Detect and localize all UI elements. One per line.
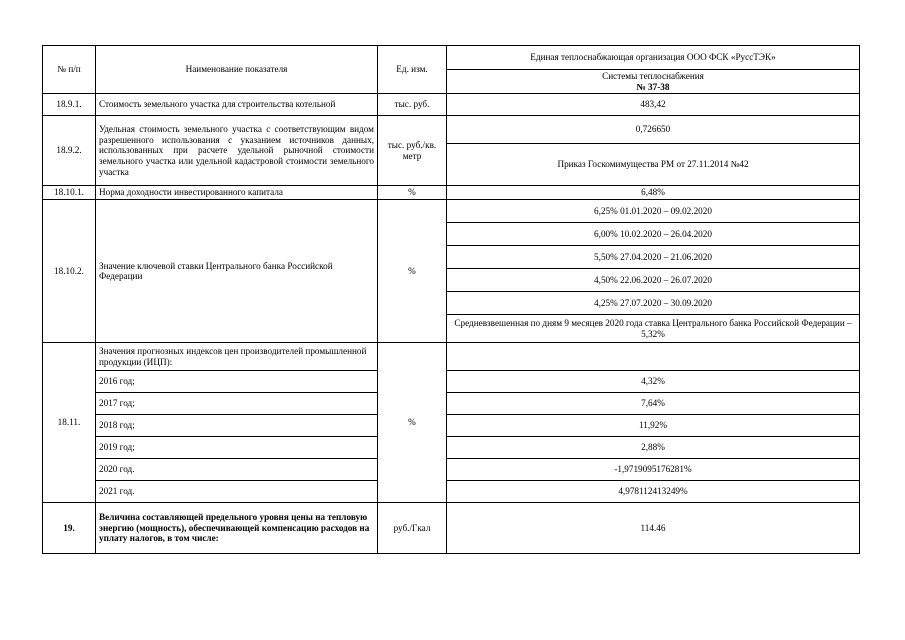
ppi-value: 4,978112413249% xyxy=(447,481,860,503)
ppi-year: 2021 год. xyxy=(96,481,378,503)
header-systems-numbers: № 37-38 xyxy=(636,81,670,92)
row-number: 18.10.1. xyxy=(43,186,96,200)
key-rate-period: 5,50% 27.04.2020 – 21.06.2020 xyxy=(447,246,860,269)
table-row xyxy=(43,94,860,116)
row-number: 18.9.1. xyxy=(43,94,96,116)
header-systems-label: Системы теплоснабжения xyxy=(602,71,704,81)
ppi-value: 11,92% xyxy=(447,415,860,437)
table-row xyxy=(43,415,860,437)
row-value: 0,726650 xyxy=(447,116,860,144)
row-unit: % xyxy=(378,343,447,503)
table-row xyxy=(43,437,860,459)
row-value: 6,48% xyxy=(447,186,860,200)
row-number: 19. xyxy=(43,503,96,554)
table-row xyxy=(43,343,860,371)
row-value: 483,42 xyxy=(447,94,860,116)
row-indicator-name: Величина составляющей предельного уровня цены на тепловую энергию (мощность), обеспечивающей компенсацию расходов на уплату налогов, в том числе: xyxy=(96,503,378,554)
row-indicator-name: Стоимость земельного участка для строительства котельной xyxy=(96,94,378,116)
key-rate-period: 6,00% 10.02.2020 – 26.04.2020 xyxy=(447,223,860,246)
ppi-year: 2018 год; xyxy=(96,415,378,437)
header-indicator-name: Наименование показателя xyxy=(96,46,378,94)
row-indicator-name: Удельная стоимость земельного участка с соответствующим видом разрешенного использования с указанием источников данных, использованных при расчете удельной рыночной стоимости земельного участка или удельной кадастровой стоимости земельного участка xyxy=(96,116,378,186)
key-rate-weighted-average: Средневзвешенная по дням 9 месяцев 2020 года ставка Центрального банка Российской Федерации – 5,32% xyxy=(447,315,860,343)
header-heat-systems xyxy=(447,70,860,94)
ppi-value: 2,88% xyxy=(447,437,860,459)
ppi-year: 2017 год; xyxy=(96,393,378,415)
row-unit: тыс. руб. xyxy=(378,94,447,116)
table-row xyxy=(43,371,860,393)
table-row xyxy=(43,186,860,200)
row-value: 114.46 xyxy=(447,503,860,554)
row-indicator-name: Значения прогнозных индексов цен производителей промышленной продукции (ИЦП): xyxy=(96,343,378,371)
row-unit: тыс. руб./кв. метр xyxy=(378,116,447,186)
row-unit: % xyxy=(378,186,447,200)
row-indicator-name: Норма доходности инвестированного капитала xyxy=(96,186,378,200)
row-number: 18.10.2. xyxy=(43,200,96,343)
table-row xyxy=(43,116,860,144)
table-row xyxy=(43,200,860,223)
tariff-indicators-table xyxy=(42,45,860,554)
header-organization: Единая теплоснабжающая организация ООО ФСК «РуссТЭК» xyxy=(447,46,860,70)
ppi-year: 2020 год. xyxy=(96,459,378,481)
row-number: 18.9.2. xyxy=(43,116,96,186)
key-rate-period: 4,25% 27.07.2020 – 30.09.2020 xyxy=(447,292,860,315)
row-unit: % xyxy=(378,200,447,343)
row-unit: руб./Гкал xyxy=(378,503,447,554)
table-row xyxy=(43,481,860,503)
row-indicator-name: Значение ключевой ставки Центрального банка Российской Федерации xyxy=(96,200,378,343)
header-number: № п/п xyxy=(43,46,96,94)
row-value-source: Приказ Госкомимущества РМ от 27.11.2014 №42 xyxy=(447,144,860,186)
row-number: 18.11. xyxy=(43,343,96,503)
ppi-value: 7,64% xyxy=(447,393,860,415)
header-unit: Ед. изм. xyxy=(378,46,447,94)
row-value-empty xyxy=(447,343,860,371)
key-rate-period: 4,50% 22.06.2020 – 26.07.2020 xyxy=(447,269,860,292)
table-row xyxy=(43,393,860,415)
header-row xyxy=(43,46,860,70)
key-rate-period: 6,25% 01.01.2020 – 09.02.2020 xyxy=(447,200,860,223)
ppi-year: 2019 год; xyxy=(96,437,378,459)
table-row xyxy=(43,503,860,554)
ppi-value: -1,9719095176281% xyxy=(447,459,860,481)
ppi-value: 4,32% xyxy=(447,371,860,393)
ppi-year: 2016 год; xyxy=(96,371,378,393)
table-row xyxy=(43,459,860,481)
